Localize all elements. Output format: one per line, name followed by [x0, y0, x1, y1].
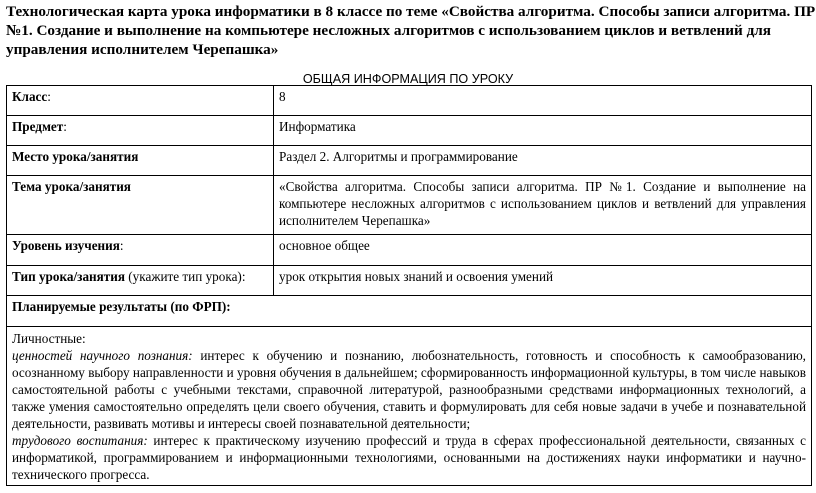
place-label-cell — [7, 146, 274, 176]
table-row — [7, 146, 812, 176]
cognitive-values-label: ценностей научного познания: — [12, 348, 193, 363]
labor-education-text: интерес к практическому изучению профессий и труда в сферах профессиональной деятельности, связанных с информатикой, программированием и информационными технологиями, основанными на достижениях науки информатики и научно-технического прогресса. — [12, 433, 806, 482]
labor-education-paragraph — [12, 432, 806, 483]
level-label-cell: Уровень изучения: — [7, 235, 274, 266]
level-label: Уровень изучения — [12, 238, 120, 253]
class-label-cell: Класс: — [7, 86, 274, 116]
personal-results-label: Личностные: — [12, 331, 86, 346]
place-value: Раздел 2. Алгоритмы и программирование — [274, 146, 812, 176]
place-label: Место урока/занятия — [12, 149, 139, 164]
table-row — [7, 116, 812, 146]
topic-label: Тема урока/занятия — [12, 179, 131, 194]
cognitive-values-text: интерес к обучению и познанию, любознательность, готовность и способность к самообразованию, осознанному выбору направленности и уровня обучения в дальнейшем; сформированность информационной культуры, в том числе навыков самостоятельной работы с учебными текстами, справочной литературой, разнообразными средствами информационных технологий, а также умения самостоятельно определять цели своего обучения, ставить и формулировать для себя новые задачи в учебе и познавательной деятельности, развивать мотивы и интересы своей познавательной деятельности; — [12, 348, 806, 431]
table-row — [7, 296, 812, 327]
section-subtitle: ОБЩАЯ ИНФОРМАЦИЯ ПО УРОКУ — [302, 72, 514, 86]
cognitive-values-paragraph — [12, 347, 806, 432]
results-header: Планируемые результаты (по ФРП): — [12, 299, 231, 314]
subject-value: Информатика — [274, 116, 812, 146]
results-header-cell — [7, 296, 812, 327]
topic-value: «Свойства алгоритма. Способы записи алгоритма. ПР №1. Создание и выполнение на компьютере несложных алгоритмов с использованием циклов и ветвлений для управления исполнителем Черепашка» — [274, 176, 812, 235]
type-label-cell — [7, 266, 274, 296]
labor-education-label: трудового воспитания: — [12, 433, 148, 448]
type-note: (укажите тип урока): — [124, 269, 246, 284]
table-row — [7, 235, 812, 266]
results-cell — [7, 327, 812, 486]
document-title: Технологическая карта урока информатики в 8 классе по теме «Свойства алгоритма. Способы записи алгоритма. ПР №1. Создание и выполнение на компьютере несложных алгоритмов с использованием циклов и ветвлений для управления исполнителем Черепашка» — [6, 3, 816, 58]
subject-label-cell: Предмет: — [7, 116, 274, 146]
table-row — [7, 266, 812, 296]
class-label: Класс — [12, 89, 48, 104]
subject-label: Предмет — [12, 119, 64, 134]
topic-label-cell — [7, 176, 274, 235]
class-value: 8 — [274, 86, 812, 116]
table-row — [7, 327, 812, 486]
level-value: основное общее — [274, 235, 812, 266]
table-row — [7, 86, 812, 116]
table-row — [7, 176, 812, 235]
lesson-info-table — [6, 85, 812, 486]
type-label: Тип урока/занятия — [12, 269, 125, 284]
type-value: урок открытия новых знаний и освоения умений — [274, 266, 812, 296]
